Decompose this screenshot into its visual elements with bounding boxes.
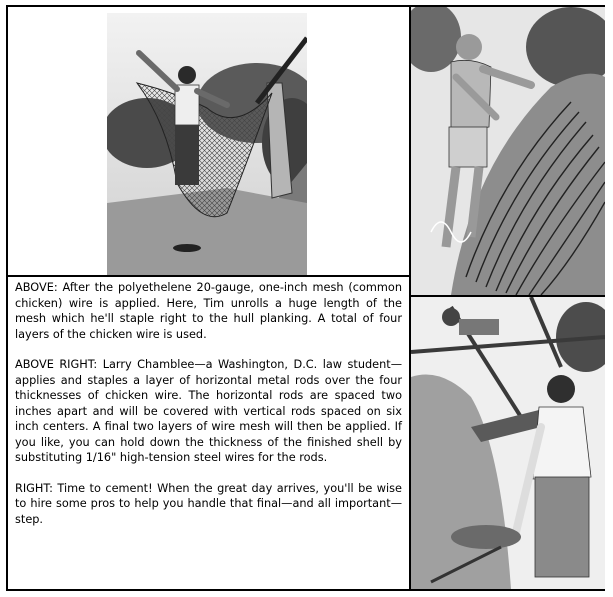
caption-right: RIGHT: Time to cement! When the great day arrives, you'll be wise to hire some pros to help you handle that final—and all important—step. [15,481,402,526]
caption-above: ABOVE: After the polyethelene 20-gauge, one-inch mesh (common chicken) wire is applied. Here, Tim unrolls a huge length of the mesh which he'll staple right to the hull planking. A total of four layers of the chicken wire is used. [15,281,402,341]
left-horizontal-divider [8,275,409,277]
photo-larry-stapling-rods [411,7,605,295]
photo-cementing-hull [411,297,605,589]
caption-block [15,280,402,527]
photo-tim-unrolling-mesh [107,13,307,275]
caption-above-right: ABOVE RIGHT: Larry Chamblee—a Washington, D.C. law student—applies and staples a layer of horizontal metal rods over the four thicknesses of chicken wire. The horizontal rods are spaced two inches apart and will be covered with vertical rods spaced on six inch centers. A final two layers of wire mesh will then be applied. If you like, you can hold down the thickness of the finished shell by substituting 1/16" high-tension steel wires for the rods. [15,358,402,464]
page-frame [6,5,605,591]
